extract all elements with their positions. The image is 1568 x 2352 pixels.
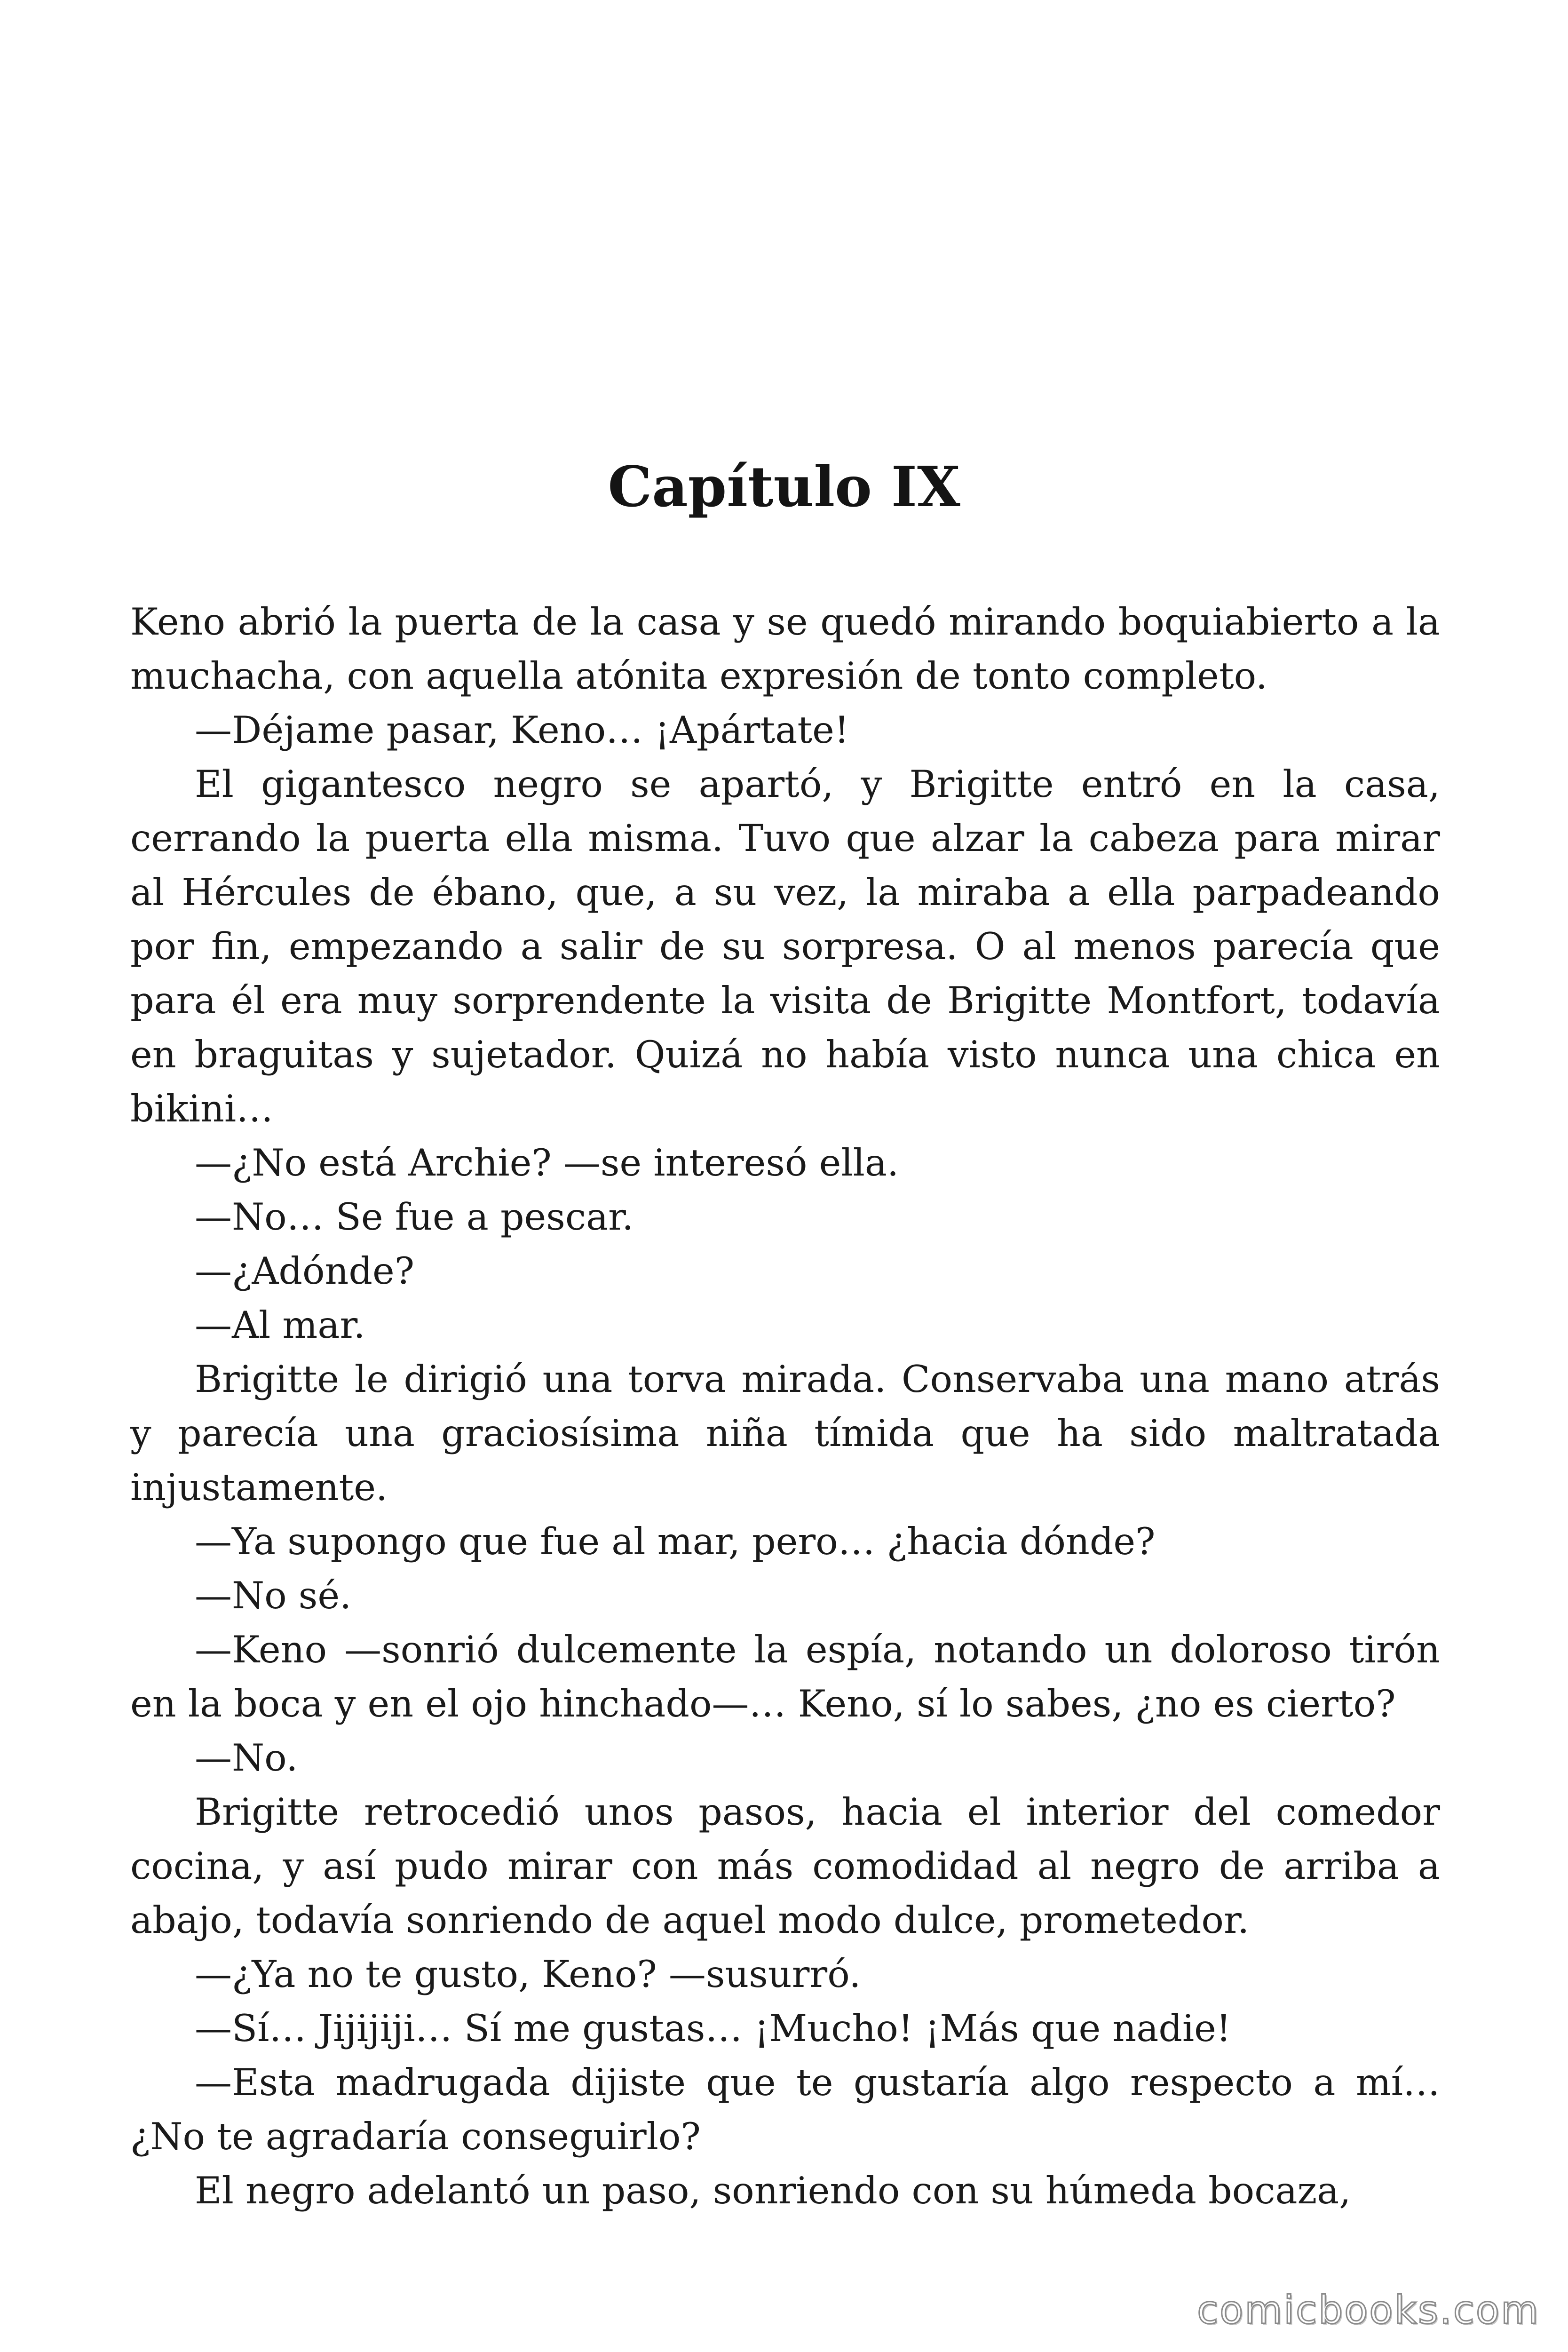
paragraph: —Al mar. xyxy=(195,1303,365,1347)
watermark: comicbooks.com xyxy=(1197,2288,1540,2333)
chapter-body xyxy=(130,595,1440,2218)
paragraph: El negro adelantó un paso, sonriendo con su húmeda bocaza, xyxy=(195,2169,1351,2212)
paragraph: —No. xyxy=(195,1736,298,1780)
paragraph: —No… Se fue a pescar. xyxy=(195,1195,634,1239)
paragraph: Brigitte le dirigió una torva mirada. Conservaba una mano atrás y parecía una graciosísima niña tímida que ha sido maltratada injustamente. xyxy=(130,1358,1440,1509)
paragraph: —Ya supongo que fue al mar, pero… ¿hacia dónde? xyxy=(195,1520,1156,1563)
paragraph: —¿Ya no te gusto, Keno? —susurró. xyxy=(195,1953,861,1996)
paragraph: Brigitte retrocedió unos pasos, hacia el interior del comedor cocina, y así pudo mirar con más comodidad al negro de arriba a abajo, todavía sonriendo de aquel modo dulce, prometedor. xyxy=(130,1790,1440,1942)
paragraph: —Sí… Jijijiji… Sí me gustas… ¡Mucho! ¡Más que nadie! xyxy=(195,2007,1231,2050)
paragraph: —¿Adónde? xyxy=(195,1249,415,1293)
paragraph: —¿No está Archie? —se interesó ella. xyxy=(195,1141,899,1184)
chapter-title: Capítulo IX xyxy=(608,454,960,519)
paragraph: —No sé. xyxy=(195,1574,352,1617)
paragraph: El gigantesco negro se apartó, y Brigitte entró en la casa, cerrando la puerta ella misma. Tuvo que alzar la cabeza para mirar al Hércules de ébano, que, a su vez, la miraba a ella parpadeando por fin, empezando a salir de su sorpresa. O al menos parecía que para él era muy sorprendente la visita de Brigitte Montfort, todavía en braguitas y sujetador. Quizá no había visto nunca una chica en bikini… xyxy=(130,763,1440,1130)
paragraph: —Déjame pasar, Keno… ¡Apártate! xyxy=(195,708,849,752)
paragraph: Keno abrió la puerta de la casa y se quedó mirando boquiabierto a la muchacha, con aquella atónita expresión de tonto completo. xyxy=(130,600,1440,698)
paragraph: —Esta madrugada dijiste que te gustaría algo respecto a mí… ¿No te agradaría conseguirlo? xyxy=(130,2061,1440,2158)
paragraph: —Keno —sonrió dulcemente la espía, notando un doloroso tirón en la boca y en el ojo hinchado—… Keno, sí lo sabes, ¿no es cierto? xyxy=(130,1628,1440,1725)
